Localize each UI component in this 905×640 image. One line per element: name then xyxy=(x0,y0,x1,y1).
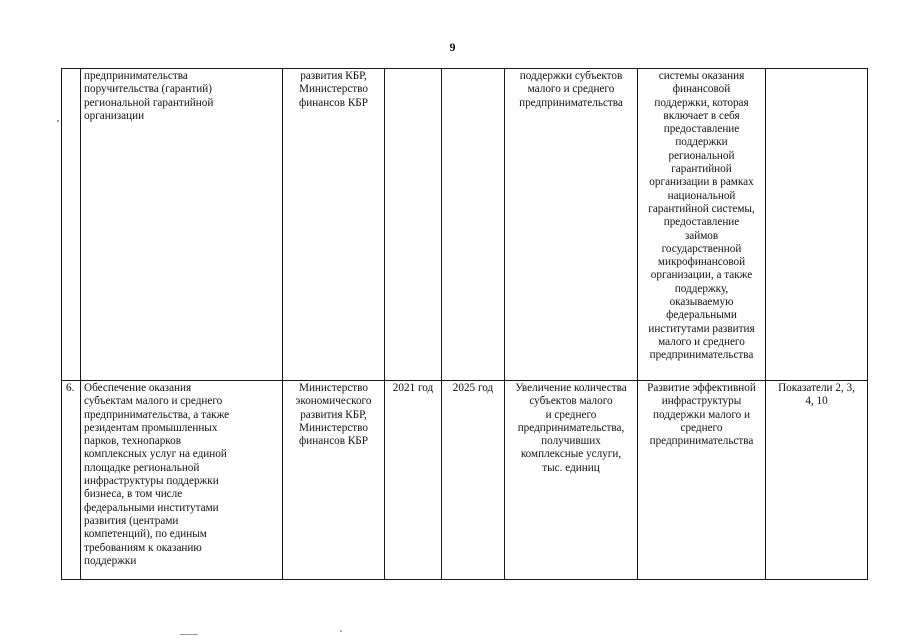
result-cell: Развитие эффективной инфраструктуры поддержки малого и среднего предпринимательства xyxy=(638,381,766,580)
link-cell xyxy=(766,69,868,381)
start-year-cell xyxy=(385,69,442,381)
program-table xyxy=(61,68,868,580)
indicator-cell: Увеличение количества субъектов малого и среднего предпринимательства, получивших комплексные услуги, тыс. единиц xyxy=(505,381,638,580)
row-number-cell: 6. xyxy=(62,381,81,580)
measure-name-cell: Обеспечение оказания субъектам малого и среднего предпринимательства, а также резидентам промышленных парков, технопарков комплексных услуг на единой площадке региональной инфраструктуры поддержки бизнеса, в том числе федеральными институтами развития (центрами компетенций), по единым требованиям к оказанию поддержки xyxy=(81,381,283,580)
end-year-cell xyxy=(442,69,505,381)
scan-artifact xyxy=(180,634,198,635)
result-cell: системы оказания финансовой поддержки, которая включает в себя предоставление поддержки региональной гарантийной организации в рамках национальной гарантийной системы, предоставление займов государственной микрофинансовой организации, а также поддержку, оказываемую федеральными институтами развития малого и среднего предпринимательства xyxy=(638,69,766,381)
scan-artifact xyxy=(340,630,342,632)
executor-cell: Министерство экономического развития КБР, Министерство финансов КБР xyxy=(283,381,385,580)
table-row xyxy=(62,69,868,381)
indicator-cell: поддержки субъектов малого и среднего предпринимательства xyxy=(505,69,638,381)
table-row xyxy=(62,381,868,580)
measure-name-cell: предпринимательства поручительства (гарантий) региональной гарантийной организации xyxy=(81,69,283,381)
link-cell: Показатели 2, 3, 4, 10 xyxy=(766,381,868,580)
end-year-cell: 2025 год xyxy=(442,381,505,580)
executor-cell: развития КБР, Министерство финансов КБР xyxy=(283,69,385,381)
page-number: 9 xyxy=(449,40,456,54)
scan-artifact xyxy=(57,120,59,122)
row-number-cell xyxy=(62,69,81,381)
start-year-cell: 2021 год xyxy=(385,381,442,580)
